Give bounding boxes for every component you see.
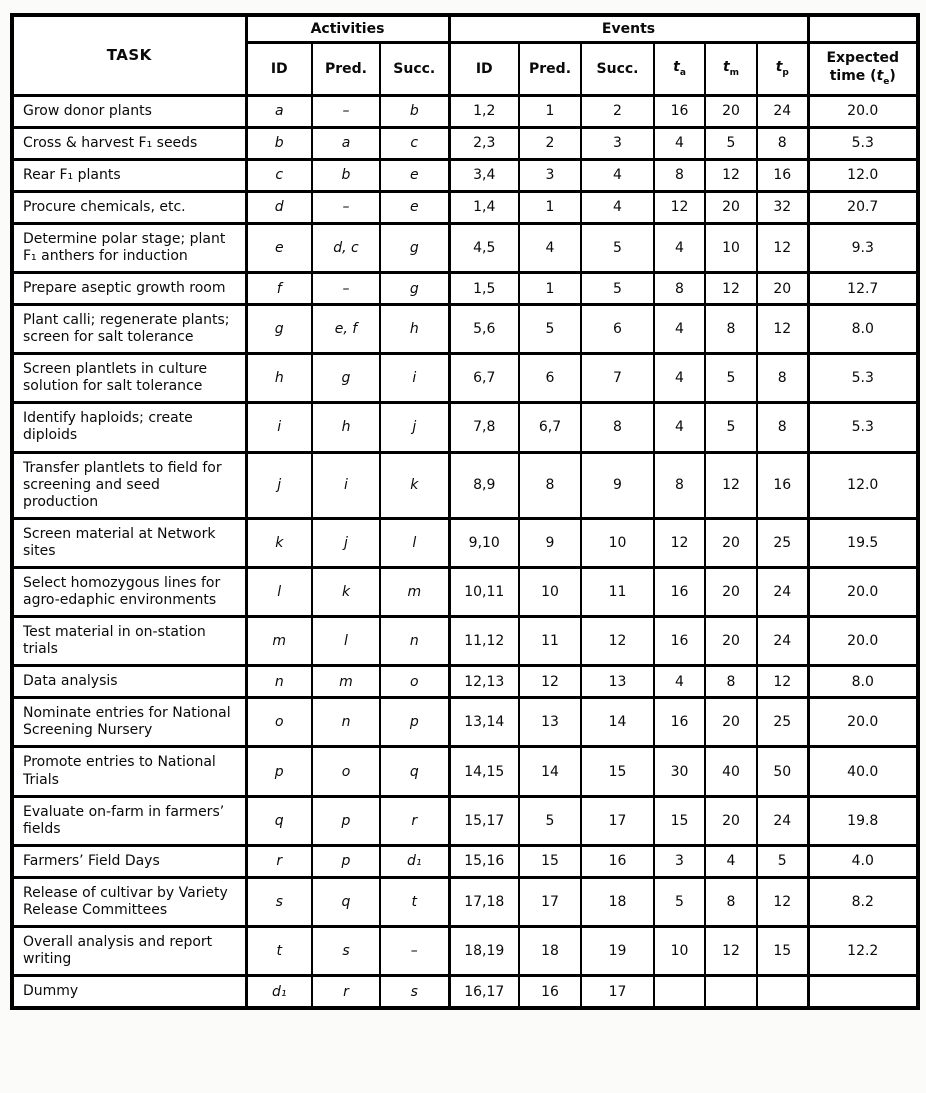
activity-pred-cell: k (312, 567, 380, 616)
event-id-cell: 14,15 (449, 747, 519, 796)
activity-succ-cell: n (380, 617, 449, 666)
t-p-cell: 25 (757, 518, 808, 567)
table-row (12, 354, 918, 403)
t-m-cell: 20 (705, 698, 757, 747)
activity-pred-cell: l (312, 617, 380, 666)
te-subscript: e (883, 77, 890, 88)
task-cell: Release of cultivar by Variety Release Committees (12, 877, 246, 926)
expected-label-prefix: time ( (829, 68, 877, 85)
t-p-cell: 24 (757, 796, 808, 845)
activity-id-cell: n (246, 666, 312, 698)
t-p-cell: 5 (757, 845, 808, 877)
activity-id-cell: k (246, 518, 312, 567)
t-m-cell: 20 (705, 796, 757, 845)
activity-succ-cell: e (380, 159, 449, 191)
table-row (12, 403, 918, 452)
activity-succ-cell: – (380, 927, 449, 976)
event-pred-cell: 8 (519, 452, 581, 518)
activity-succ-cell: l (380, 518, 449, 567)
activity-pred-cell: h (312, 403, 380, 452)
t-p-cell: 16 (757, 452, 808, 518)
event-id-cell: 9,10 (449, 518, 519, 567)
t-a-cell: 16 (654, 95, 705, 127)
event-succ-cell: 13 (581, 666, 654, 698)
event-id-cell: 7,8 (449, 403, 519, 452)
expected-time-cell: 8.0 (808, 305, 918, 354)
event-pred-cell: 1 (519, 191, 581, 223)
activity-succ-cell: g (380, 223, 449, 272)
activity-pred-cell: p (312, 796, 380, 845)
table-row (12, 452, 918, 518)
t-m-cell: 20 (705, 617, 757, 666)
expected-time-cell (808, 976, 918, 1009)
activity-pred-cell: i (312, 452, 380, 518)
task-cell: Overall analysis and report writing (12, 927, 246, 976)
event-id-cell: 4,5 (449, 223, 519, 272)
t-p-cell: 32 (757, 191, 808, 223)
activity-pred-cell: m (312, 666, 380, 698)
table-row (12, 617, 918, 666)
col-header-events-id: ID (449, 42, 519, 95)
table-row (12, 223, 918, 272)
table-row (12, 796, 918, 845)
event-id-cell: 15,16 (449, 845, 519, 877)
task-cell: Screen material at Network sites (12, 518, 246, 567)
t-m-cell: 8 (705, 877, 757, 926)
activity-id-cell: f (246, 272, 312, 304)
table-row (12, 305, 918, 354)
event-id-cell: 3,4 (449, 159, 519, 191)
t-p-cell: 12 (757, 305, 808, 354)
event-succ-cell: 4 (581, 191, 654, 223)
table-row (12, 191, 918, 223)
expected-time-cell: 20.0 (808, 567, 918, 616)
event-pred-cell: 12 (519, 666, 581, 698)
event-succ-cell: 7 (581, 354, 654, 403)
event-succ-cell: 5 (581, 272, 654, 304)
event-id-cell: 16,17 (449, 976, 519, 1009)
table-row (12, 272, 918, 304)
t-a-cell: 30 (654, 747, 705, 796)
table-row (12, 698, 918, 747)
event-succ-cell: 9 (581, 452, 654, 518)
task-cell: Rear F₁ plants (12, 159, 246, 191)
activity-id-cell: d (246, 191, 312, 223)
t-m-cell: 12 (705, 927, 757, 976)
t-a-cell: 15 (654, 796, 705, 845)
activity-pred-cell: o (312, 747, 380, 796)
table-row (12, 666, 918, 698)
t-m-cell: 20 (705, 518, 757, 567)
expected-time-cell: 20.7 (808, 191, 918, 223)
activity-pred-cell: q (312, 877, 380, 926)
t-a-cell: 4 (654, 403, 705, 452)
event-id-cell: 2,3 (449, 127, 519, 159)
activity-pred-cell: d, c (312, 223, 380, 272)
event-succ-cell: 3 (581, 127, 654, 159)
activity-pred-cell: s (312, 927, 380, 976)
activity-succ-cell: p (380, 698, 449, 747)
t-a-cell: 16 (654, 617, 705, 666)
expected-time-cell: 12.0 (808, 159, 918, 191)
task-cell: Dummy (12, 976, 246, 1009)
expected-label-suffix: ) (889, 68, 896, 85)
expected-time-cell: 5.3 (808, 127, 918, 159)
event-succ-cell: 17 (581, 976, 654, 1009)
task-cell: Nominate entries for National Screening Nursery (12, 698, 246, 747)
tm-symbol: t (722, 59, 730, 76)
event-pred-cell: 4 (519, 223, 581, 272)
event-pred-cell: 6,7 (519, 403, 581, 452)
activity-succ-cell: s (380, 976, 449, 1009)
col-header-tp (757, 42, 808, 95)
table-row (12, 976, 918, 1009)
event-pred-cell: 13 (519, 698, 581, 747)
event-id-cell: 1,4 (449, 191, 519, 223)
event-id-cell: 10,11 (449, 567, 519, 616)
event-id-cell: 13,14 (449, 698, 519, 747)
table-row (12, 159, 918, 191)
expected-time-cell: 19.5 (808, 518, 918, 567)
activity-pred-cell: – (312, 191, 380, 223)
expected-time-cell: 9.3 (808, 223, 918, 272)
col-header-tm (705, 42, 757, 95)
header-group-row (12, 15, 918, 42)
t-a-cell: 4 (654, 666, 705, 698)
task-cell: Select homozygous lines for agro-edaphic environments (12, 567, 246, 616)
col-header-ta (654, 42, 705, 95)
activity-succ-cell: c (380, 127, 449, 159)
activity-succ-cell: t (380, 877, 449, 926)
tm-subscript: m (729, 67, 740, 78)
t-p-cell (757, 976, 808, 1009)
activity-pred-cell: – (312, 272, 380, 304)
activity-id-cell: e (246, 223, 312, 272)
t-p-cell: 20 (757, 272, 808, 304)
table-body (12, 95, 918, 1008)
activity-id-cell: p (246, 747, 312, 796)
table-row (12, 927, 918, 976)
event-pred-cell: 3 (519, 159, 581, 191)
activity-id-cell: d₁ (246, 976, 312, 1009)
expected-time-cell: 20.0 (808, 95, 918, 127)
task-cell: Transfer plantlets to field for screening and seed production (12, 452, 246, 518)
event-succ-cell: 17 (581, 796, 654, 845)
event-succ-cell: 12 (581, 617, 654, 666)
t-m-cell: 20 (705, 191, 757, 223)
t-a-cell (654, 976, 705, 1009)
activity-id-cell: r (246, 845, 312, 877)
event-pred-cell: 10 (519, 567, 581, 616)
event-pred-cell: 2 (519, 127, 581, 159)
activity-succ-cell: i (380, 354, 449, 403)
event-pred-cell: 1 (519, 272, 581, 304)
pert-table (10, 13, 920, 1010)
t-m-cell: 8 (705, 305, 757, 354)
activity-pred-cell: e, f (312, 305, 380, 354)
ta-symbol: t (673, 59, 680, 76)
activity-id-cell: s (246, 877, 312, 926)
activity-id-cell: j (246, 452, 312, 518)
t-m-cell: 40 (705, 747, 757, 796)
t-p-cell: 8 (757, 127, 808, 159)
activity-succ-cell: g (380, 272, 449, 304)
expected-time-cell: 8.0 (808, 666, 918, 698)
activity-id-cell: h (246, 354, 312, 403)
activity-succ-cell: d₁ (380, 845, 449, 877)
activity-id-cell: b (246, 127, 312, 159)
t-m-cell: 8 (705, 666, 757, 698)
event-id-cell: 11,12 (449, 617, 519, 666)
event-succ-cell: 19 (581, 927, 654, 976)
table-row (12, 845, 918, 877)
col-header-events-succ: Succ. (581, 42, 654, 95)
t-a-cell: 10 (654, 927, 705, 976)
t-a-cell: 8 (654, 159, 705, 191)
event-id-cell: 17,18 (449, 877, 519, 926)
event-pred-cell: 16 (519, 976, 581, 1009)
event-succ-cell: 11 (581, 567, 654, 616)
activity-pred-cell: b (312, 159, 380, 191)
col-header-activities-succ: Succ. (380, 42, 449, 95)
event-pred-cell: 11 (519, 617, 581, 666)
event-succ-cell: 18 (581, 877, 654, 926)
ta-subscript: a (679, 67, 686, 78)
task-cell: Data analysis (12, 666, 246, 698)
task-cell: Prepare aseptic growth room (12, 272, 246, 304)
activity-succ-cell: r (380, 796, 449, 845)
t-m-cell: 5 (705, 403, 757, 452)
t-m-cell: 20 (705, 95, 757, 127)
table-row (12, 877, 918, 926)
task-cell: Promote entries to National Trials (12, 747, 246, 796)
activity-id-cell: i (246, 403, 312, 452)
activity-id-cell: t (246, 927, 312, 976)
table-header (12, 15, 918, 95)
event-pred-cell: 5 (519, 796, 581, 845)
group-header-events: Events (449, 15, 808, 42)
task-cell: Farmers’ Field Days (12, 845, 246, 877)
t-m-cell: 20 (705, 567, 757, 616)
activity-succ-cell: h (380, 305, 449, 354)
t-p-cell: 24 (757, 617, 808, 666)
event-succ-cell: 16 (581, 845, 654, 877)
activity-id-cell: c (246, 159, 312, 191)
event-succ-cell: 8 (581, 403, 654, 452)
t-a-cell: 5 (654, 877, 705, 926)
event-pred-cell: 17 (519, 877, 581, 926)
activity-pred-cell: n (312, 698, 380, 747)
task-cell: Cross & harvest F₁ seeds (12, 127, 246, 159)
col-header-activities-id: ID (246, 42, 312, 95)
t-p-cell: 16 (757, 159, 808, 191)
task-cell: Evaluate on-farm in farmers’ fields (12, 796, 246, 845)
event-pred-cell: 18 (519, 927, 581, 976)
event-succ-cell: 10 (581, 518, 654, 567)
event-succ-cell: 14 (581, 698, 654, 747)
col-header-task: TASK (12, 15, 246, 95)
expected-header-spacer (808, 15, 918, 42)
event-pred-cell: 14 (519, 747, 581, 796)
activity-id-cell: l (246, 567, 312, 616)
t-a-cell: 16 (654, 698, 705, 747)
activity-succ-cell: m (380, 567, 449, 616)
activity-id-cell: q (246, 796, 312, 845)
event-id-cell: 5,6 (449, 305, 519, 354)
event-pred-cell: 15 (519, 845, 581, 877)
t-m-cell: 12 (705, 159, 757, 191)
activity-pred-cell: p (312, 845, 380, 877)
t-m-cell: 5 (705, 127, 757, 159)
expected-time-cell: 20.0 (808, 617, 918, 666)
table-row (12, 747, 918, 796)
activity-id-cell: g (246, 305, 312, 354)
expected-time-cell: 5.3 (808, 354, 918, 403)
t-p-cell: 15 (757, 927, 808, 976)
event-id-cell: 15,17 (449, 796, 519, 845)
event-id-cell: 8,9 (449, 452, 519, 518)
t-p-cell: 8 (757, 354, 808, 403)
t-p-cell: 8 (757, 403, 808, 452)
task-cell: Determine polar stage; plant F₁ anthers for induction (12, 223, 246, 272)
event-pred-cell: 1 (519, 95, 581, 127)
table-row (12, 567, 918, 616)
t-p-cell: 12 (757, 223, 808, 272)
event-pred-cell: 6 (519, 354, 581, 403)
event-succ-cell: 2 (581, 95, 654, 127)
t-p-cell: 24 (757, 95, 808, 127)
t-a-cell: 4 (654, 223, 705, 272)
t-a-cell: 4 (654, 305, 705, 354)
t-a-cell: 16 (654, 567, 705, 616)
expected-time-cell: 20.0 (808, 698, 918, 747)
event-succ-cell: 15 (581, 747, 654, 796)
activity-succ-cell: q (380, 747, 449, 796)
event-pred-cell: 9 (519, 518, 581, 567)
t-m-cell: 10 (705, 223, 757, 272)
task-cell: Screen plantlets in culture solution for salt tolerance (12, 354, 246, 403)
expected-time-cell: 4.0 (808, 845, 918, 877)
col-header-expected-time (808, 42, 918, 95)
t-a-cell: 12 (654, 191, 705, 223)
activity-id-cell: o (246, 698, 312, 747)
event-succ-cell: 4 (581, 159, 654, 191)
task-cell: Plant calli; regenerate plants; screen for salt tolerance (12, 305, 246, 354)
t-m-cell: 12 (705, 452, 757, 518)
expected-label-line1: Expected (826, 49, 900, 66)
t-p-cell: 24 (757, 567, 808, 616)
activity-succ-cell: o (380, 666, 449, 698)
activity-pred-cell: r (312, 976, 380, 1009)
t-a-cell: 8 (654, 272, 705, 304)
activity-pred-cell: – (312, 95, 380, 127)
event-id-cell: 18,19 (449, 927, 519, 976)
task-cell: Procure chemicals, etc. (12, 191, 246, 223)
t-m-cell: 5 (705, 354, 757, 403)
t-p-cell: 25 (757, 698, 808, 747)
tp-subscript: p (782, 67, 789, 78)
activity-succ-cell: b (380, 95, 449, 127)
activity-succ-cell: e (380, 191, 449, 223)
table-row (12, 95, 918, 127)
t-m-cell: 12 (705, 272, 757, 304)
t-p-cell: 50 (757, 747, 808, 796)
task-cell: Test material in on-station trials (12, 617, 246, 666)
event-succ-cell: 5 (581, 223, 654, 272)
event-id-cell: 6,7 (449, 354, 519, 403)
event-id-cell: 1,5 (449, 272, 519, 304)
t-m-cell (705, 976, 757, 1009)
expected-time-cell: 8.2 (808, 877, 918, 926)
expected-time-cell: 12.2 (808, 927, 918, 976)
table-row (12, 518, 918, 567)
t-a-cell: 12 (654, 518, 705, 567)
activity-id-cell: a (246, 95, 312, 127)
activity-pred-cell: a (312, 127, 380, 159)
t-p-cell: 12 (757, 666, 808, 698)
event-id-cell: 1,2 (449, 95, 519, 127)
activity-id-cell: m (246, 617, 312, 666)
expected-time-cell: 12.7 (808, 272, 918, 304)
tp-symbol: t (775, 59, 783, 76)
col-header-activities-pred: Pred. (312, 42, 380, 95)
t-a-cell: 4 (654, 354, 705, 403)
task-cell: Grow donor plants (12, 95, 246, 127)
activity-pred-cell: j (312, 518, 380, 567)
expected-time-cell: 19.8 (808, 796, 918, 845)
t-a-cell: 3 (654, 845, 705, 877)
t-a-cell: 8 (654, 452, 705, 518)
col-header-events-pred: Pred. (519, 42, 581, 95)
event-id-cell: 12,13 (449, 666, 519, 698)
te-symbol: t (876, 68, 884, 85)
t-m-cell: 4 (705, 845, 757, 877)
expected-time-cell: 40.0 (808, 747, 918, 796)
task-cell: Identify haploids; create diploids (12, 403, 246, 452)
activity-succ-cell: k (380, 452, 449, 518)
t-a-cell: 4 (654, 127, 705, 159)
table-row (12, 127, 918, 159)
event-succ-cell: 6 (581, 305, 654, 354)
activity-succ-cell: j (380, 403, 449, 452)
event-pred-cell: 5 (519, 305, 581, 354)
expected-time-cell: 12.0 (808, 452, 918, 518)
t-p-cell: 12 (757, 877, 808, 926)
group-header-activities: Activities (246, 15, 449, 42)
expected-time-cell: 5.3 (808, 403, 918, 452)
activity-pred-cell: g (312, 354, 380, 403)
